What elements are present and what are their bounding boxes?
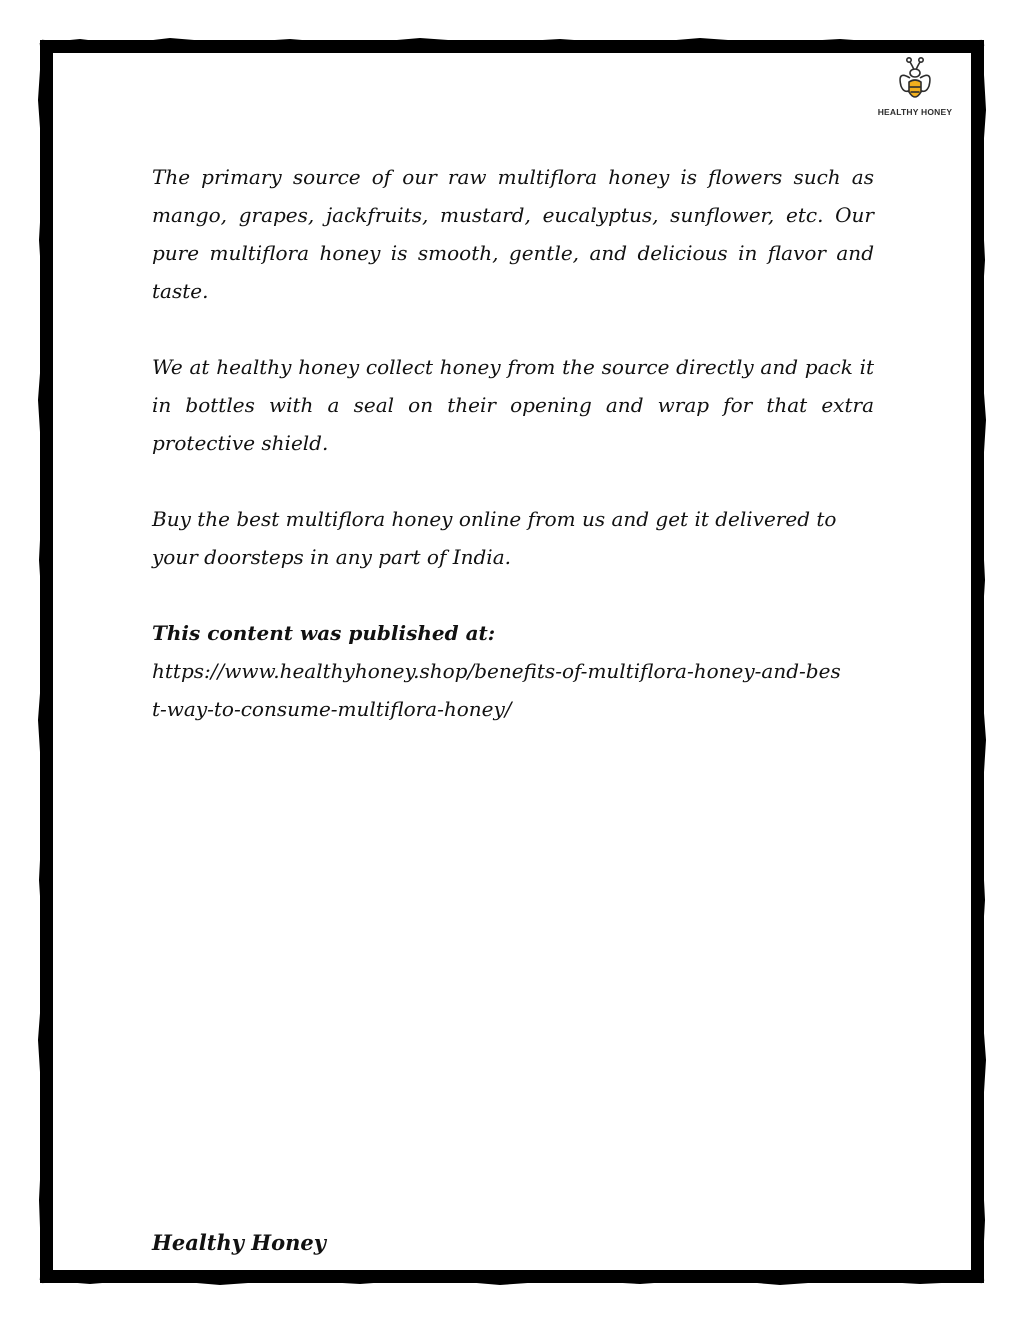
published-url-link[interactable]: https://www.healthyhoney.shop/benefits-of-multiflora-honey-and-best-way-to-consume-multiflora-honey/ [152,659,841,721]
article-body [152,158,874,728]
footer-brand: Healthy Honey [152,1230,326,1255]
brand-logo-text: HEALTHY HONEY [877,107,953,117]
brand-logo [870,56,960,120]
bee-icon [895,56,935,106]
paragraph-buy-online: Buy the best multiflora honey online from us and get it delivered to your doorsteps in any part of India. [152,507,837,569]
paragraph-sources: The primary source of our raw multiflora honey is flowers such as mango, grapes, jackfruits, mustard, eucalyptus, sunflower, etc. Our pure multiflora honey is smooth, gentle, and delicious in flavor and taste. [152,165,874,303]
paragraph-collection: We at healthy honey collect honey from the source directly and pack it in bottles with a seal on their opening and wrap for that extra protective shield. [152,355,874,455]
published-heading: This content was published at: [152,621,496,645]
